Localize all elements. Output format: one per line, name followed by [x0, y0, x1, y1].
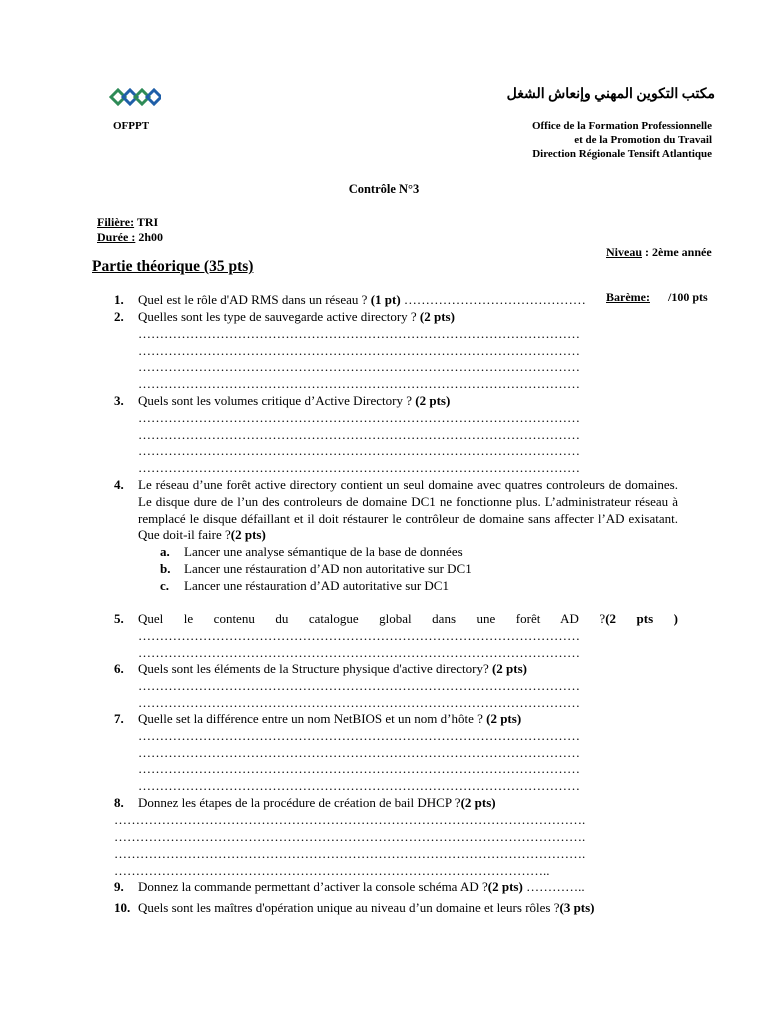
answer-line[interactable]: …………………………………………………………………………………………: [138, 694, 580, 710]
question-text: Quel le contenu du catalogue global dans une forêt AD ?: [138, 611, 606, 626]
question-text: Quel est le rôle d'AD RMS dans un réseau ?: [138, 292, 371, 307]
question-2: [114, 309, 678, 393]
duree-value: 2h00: [135, 230, 164, 244]
office-line: Direction Régionale Tensift Atlantique: [532, 148, 712, 160]
answer-line[interactable]: …………………………………………………………………………………………: [138, 359, 580, 375]
option-a[interactable]: [160, 544, 678, 561]
question-text: Le réseau d’une forêt active directory contient un seul domaine avec quatres controleurs de domaines. Le disque dure de l’un des controleurs de domaine DC1 ne fonctionne plus. L’administrateur réseau à remplacé le disque défaillant et il doit réstaurer le contrôleur de domaine sans affecter l’AD exisatant. Que doit-il faire ?: [138, 477, 678, 543]
option-text: Lancer une réstauration d’AD non autoritative sur DC1: [184, 560, 472, 576]
option-text: Lancer une analyse sémantique de la base de données: [184, 544, 463, 560]
question-points: (2 pts): [460, 795, 496, 810]
question-number: 4.: [114, 477, 124, 492]
question-3: [114, 393, 678, 477]
arabic-title: مكتب التكوين المهني وإنعاش الشغل: [506, 87, 715, 102]
option-text: Lancer une réstauration d’AD autoritative sur DC1: [184, 577, 449, 593]
question-number: 3.: [114, 393, 124, 408]
question-10: [114, 900, 678, 917]
answer-line[interactable]: …………………………………………………………………………………………: [138, 761, 580, 777]
question-text: Quelle set la différence entre un nom NetBIOS et un nom d’hôte ?: [138, 711, 487, 726]
question-number: 2.: [114, 309, 124, 324]
answer-line[interactable]: …………………………………………………………………………………………: [138, 778, 580, 794]
question-9: [114, 879, 678, 896]
niveau-label: Niveau: [606, 245, 642, 259]
filiere-value: TRI: [134, 215, 159, 229]
answer-line[interactable]: …………………………………………………………………………………………: [138, 460, 580, 476]
answer-line[interactable]: ……………………………………………………………………………………………….: [114, 829, 586, 844]
duree-label: Durée :: [97, 230, 136, 244]
answer-line[interactable]: …………………………………………………………………………………………: [138, 325, 580, 341]
question-number: 8.: [114, 795, 124, 810]
question-number: 1.: [114, 292, 124, 307]
answer-line[interactable]: …………………………………………………………………………………………: [138, 376, 580, 392]
question-text: Quels sont les volumes critique d’Active Directory ?: [138, 393, 416, 408]
question-points: (2 pts ): [605, 611, 678, 626]
answer-line[interactable]: ……………………………………………………………………………………………….: [114, 846, 586, 861]
option-c[interactable]: [160, 578, 678, 595]
answer-line[interactable]: ……………………………………………………………………………………………….: [114, 812, 586, 827]
question-text: Donnez la commande permettant d’activer la console schéma AD ?: [138, 879, 488, 894]
question-6: [114, 661, 678, 711]
question-points: (3 pts): [559, 900, 595, 915]
answer-line[interactable]: …………………………………………………………………………………………: [138, 426, 580, 442]
question-points: (2 pts): [415, 393, 451, 408]
answer-line[interactable]: …………………………………………………………………………………………: [138, 644, 580, 660]
office-line: Office de la Formation Professionnelle: [531, 120, 712, 132]
question-5: [114, 611, 678, 661]
bareme-value: /100 pts: [649, 290, 708, 304]
ofppt-logo: [109, 84, 161, 110]
option-b[interactable]: [160, 561, 678, 578]
question-8: [114, 795, 678, 812]
office-line: et de la Promotion du Travail: [574, 134, 712, 146]
answer-line[interactable]: …………………………………………………………………………………………: [138, 727, 580, 743]
question-text: Quelles sont les type de sauvegarde active directory ?: [138, 309, 420, 324]
document-title: Contrôle N°3: [348, 182, 420, 196]
logo-text: OFPPT: [113, 120, 150, 132]
question-points: (2 pts): [419, 309, 455, 324]
answer-dots: …………..: [522, 879, 585, 894]
question-7: [114, 711, 678, 795]
answer-line[interactable]: …………………………………………………………………………………………: [138, 409, 580, 425]
question-number: 9.: [114, 879, 124, 894]
question-text: Quels sont les éléments de la Structure physique d'active directory?: [138, 661, 492, 676]
question-points: (1 pt): [370, 292, 401, 307]
answer-line[interactable]: ………………………………………………………………………………………..: [114, 863, 550, 878]
answer-line[interactable]: …………………………………………………………………………………………: [138, 744, 580, 760]
question-number: 10.: [114, 900, 131, 915]
niveau-value: : 2ème année: [642, 245, 712, 259]
bareme-label: Barème:: [606, 290, 650, 304]
question-text: Donnez les étapes de la procédure de création de bail DHCP ?: [138, 795, 461, 810]
answer-line[interactable]: …………………………………………………………………………………………: [138, 627, 580, 643]
meta-left: [97, 215, 163, 245]
answer-dots: ……………………………………: [400, 292, 586, 307]
question-points: (2 pts): [487, 879, 523, 894]
answer-line[interactable]: …………………………………………………………………………………………: [138, 443, 580, 459]
question-points: (2 pts): [491, 661, 527, 676]
question-1: [114, 292, 678, 309]
office-block: [486, 119, 712, 161]
option-letter: c.: [160, 577, 170, 593]
option-letter: a.: [160, 544, 170, 560]
section-title: Partie théorique (35 pts): [92, 258, 254, 275]
question-number: 5.: [114, 611, 124, 626]
question-points: (2 pts): [486, 711, 522, 726]
answer-line[interactable]: …………………………………………………………………………………………: [138, 342, 580, 358]
question-number: 7.: [114, 711, 124, 726]
question-points: (2 pts): [230, 527, 266, 543]
question-number: 6.: [114, 661, 124, 676]
question-4: [114, 477, 678, 595]
filiere-label: Filière:: [97, 215, 135, 229]
question-text: Quels sont les maîtres d'opération unique au niveau d’un domaine et leurs rôles ?: [138, 900, 560, 915]
option-letter: b.: [160, 560, 171, 576]
answer-line[interactable]: …………………………………………………………………………………………: [138, 677, 580, 693]
